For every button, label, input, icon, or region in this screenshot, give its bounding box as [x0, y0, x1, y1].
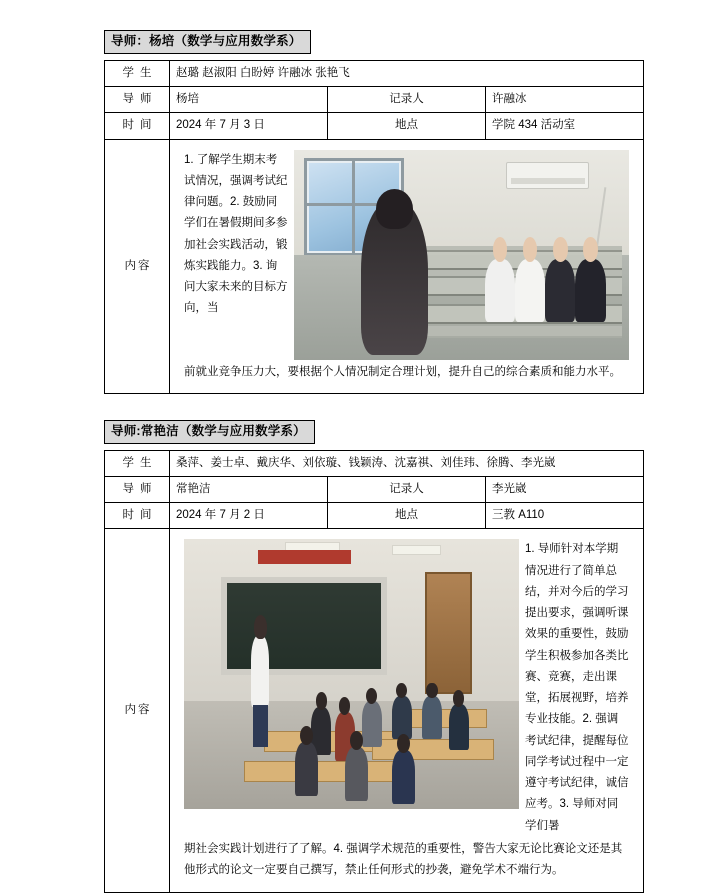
place-label: 地点: [328, 113, 486, 139]
content-side-text: 1. 了解学生期末考试情况，强调考试纪律问题。2. 鼓励同学们在暑假期间多参加社会实践活动，锻炼实践能力。3. 询问大家未来的目标方向，当: [184, 153, 288, 315]
advisor-value: 常艳洁: [170, 476, 328, 502]
record-table: [104, 450, 644, 893]
table-row: [105, 503, 644, 529]
recorder-label: 记录人: [328, 87, 486, 113]
classroom-meeting-photo: [294, 150, 629, 360]
place-label: 地点: [328, 503, 486, 529]
time-label: 时间: [105, 503, 170, 529]
content-side-text: 1. 导师针对本学期情况进行了简单总结，并对今后的学习提出要求，强调听课效果的重要性，鼓励学生积极参加各类比赛、竞赛，走出课堂，拓展视野，培养专业技能。2. 强调考试纪律，提醒每位同学考试过程中一定遵守考试纪律，诚信应考。3. 导师对同学们暑: [525, 543, 629, 832]
lecture-room-photo: [184, 539, 519, 809]
time-label: 时间: [105, 113, 170, 139]
record-block-2: [104, 420, 644, 893]
table-row: [105, 60, 644, 86]
record-table: [104, 60, 644, 394]
content-label: 内容: [105, 139, 170, 393]
recorder-value: 许融冰: [486, 87, 644, 113]
recorder-label: 记录人: [328, 476, 486, 502]
content-label: 内容: [105, 529, 170, 892]
time-value: 2024 年 7 月 2 日: [170, 503, 328, 529]
place-value: 学院 434 活动室: [486, 113, 644, 139]
time-value: 2024 年 7 月 3 日: [170, 113, 328, 139]
students-value: 桑萍、姜士卓、戴庆华、刘依璇、钱颖涛、沈嘉祺、刘佳玮、徐腾、李光崴: [170, 450, 644, 476]
record-block-1: [104, 30, 644, 394]
advisor-value: 杨培: [170, 87, 328, 113]
students-label: 学生: [105, 60, 170, 86]
table-row: [105, 139, 644, 393]
recorder-value: 李光崴: [486, 476, 644, 502]
students-label: 学生: [105, 450, 170, 476]
table-row: [105, 87, 644, 113]
table-row: [105, 113, 644, 139]
block-title: 导师：杨培（数学与应用数学系）: [104, 30, 311, 54]
content-tail-text: 前就业竞争压力大，要根据个人情况制定合理计划，提升自己的综合素质和能力水平。: [184, 365, 621, 378]
advisor-label: 导师: [105, 476, 170, 502]
content-cell: [170, 529, 644, 892]
students-value: 赵璐 赵淑阳 白盼婷 许融冰 张艳飞: [170, 60, 644, 86]
place-value: 三教 A110: [486, 503, 644, 529]
advisor-label: 导师: [105, 87, 170, 113]
block-title: 导师:常艳洁（数学与应用数学系）: [104, 420, 315, 444]
table-row: [105, 476, 644, 502]
content-cell: [170, 139, 644, 393]
content-tail-text: 期社会实践计划进行了了解。4. 强调学术规范的重要性，警告大家无论比赛论文还是其他形式的论文一定要自己撰写，禁止任何形式的抄袭，避免学术不端行为。: [184, 842, 623, 877]
table-row: [105, 450, 644, 476]
table-row: [105, 529, 644, 892]
